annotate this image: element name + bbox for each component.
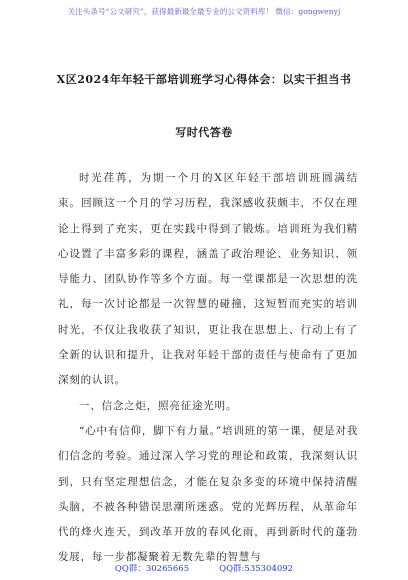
footer-qq-group-2: QQ群:535304092 <box>219 564 294 574</box>
paragraph-intro: 时光荏苒，为期一个月的X区年轻干部培训班圆满结束。回顾这一个月的学习历程，我深感收获颇丰，不仅在理论上得到了充实，更在实践中得到了锻炼。培训班为我们精心设置了丰富多彩的课程，涵盖了政治理论、业务知识、领导能力、团队协作等多个方面。每一堂课都是一次思想的洗礼，每一次讨论都是一次智慧的碰撞，这短暂而充实的培训时光，不仅让我收获了知识，更让我在思想上、行动上有了全新的认识和提升，让我对年轻干部的责任与使命有了更加深刻的认识。 <box>58 172 358 387</box>
document-body <box>58 166 358 571</box>
section-heading-1: 一、信念之炬，照亮征途光明。 <box>79 399 238 412</box>
document-title-line-2: 写时代答卷 <box>175 126 233 139</box>
header-banner: 关注头条号“公文研究”，获得最新最全最专业的公文资料库！ 微信：gongwenyj <box>67 7 341 16</box>
footer-qq-group-1: QQ群：30265665 <box>114 564 190 574</box>
paragraph-section-1: “心中有信仰，脚下有力量。”培训班的第一课，便是对我们信念的考验。通过深入学习党的理论和政策，我深刻认识到，只有坚定理想信念，才能在复杂多变的环境中保持清醒头脑，不被各种错误思潮所迷惑。党的光辉历程，从革命年代的烽火连天，到改革开放的春风化雨，再到新时代的蓬勃发展，每一步都凝聚着无数先辈的智慧与 <box>58 424 358 564</box>
document-title-line-1: X区2024年年轻干部培训班学习心得体会：以实干担当书 <box>56 73 352 86</box>
footer-contacts <box>0 562 408 574</box>
